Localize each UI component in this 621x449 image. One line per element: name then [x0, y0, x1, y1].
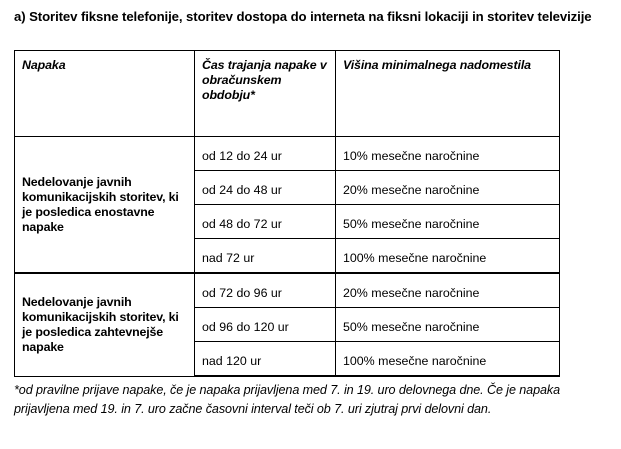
duration-cell: od 72 do 96 ur	[195, 273, 336, 308]
table-footnote: *od pravilne prijave napake, če je napaka prijavljena med 7. in 19. uro delovnega dne. Če je napaka prijavljena med 19. in 7. uro začne časovni interval teči ob 7. uri zjutraj prvi delovni dan.	[14, 383, 560, 416]
column-header-compensation: Višina minimalnega nadomestila	[336, 51, 560, 137]
duration-cell: od 12 do 24 ur	[195, 137, 336, 171]
duration-cell: nad 120 ur	[195, 342, 336, 377]
compensation-cell: 100% mesečne naročnine	[336, 342, 560, 377]
compensation-table	[14, 50, 560, 377]
group-label-complex-fault: Nedelovanje javnih komunikacijskih storitev, ki je posledica zahtevnejše napake	[15, 273, 195, 376]
column-header-duration: Čas trajanja napake v obračunskem obdobju*	[195, 51, 336, 137]
duration-cell: od 96 do 120 ur	[195, 308, 336, 342]
duration-cell: od 24 do 48 ur	[195, 171, 336, 205]
compensation-cell: 50% mesečne naročnine	[336, 308, 560, 342]
table-row	[15, 273, 560, 308]
column-header-fault: Napaka	[15, 51, 195, 137]
group-label-simple-fault: Nedelovanje javnih komunikacijskih storitev, ki je posledica enostavne napake	[15, 137, 195, 274]
compensation-cell: 100% mesečne naročnine	[336, 239, 560, 274]
compensation-cell: 50% mesečne naročnine	[336, 205, 560, 239]
table-header-row	[15, 51, 560, 137]
compensation-cell: 20% mesečne naročnine	[336, 171, 560, 205]
duration-cell: od 48 do 72 ur	[195, 205, 336, 239]
table-row	[15, 137, 560, 171]
duration-cell: nad 72 ur	[195, 239, 336, 274]
section-heading: a) Storitev fiksne telefonije, storitev dostopa do interneta na fiksni lokaciji in storitev televizije	[14, 9, 592, 24]
compensation-cell: 20% mesečne naročnine	[336, 273, 560, 308]
compensation-cell: 10% mesečne naročnine	[336, 137, 560, 171]
